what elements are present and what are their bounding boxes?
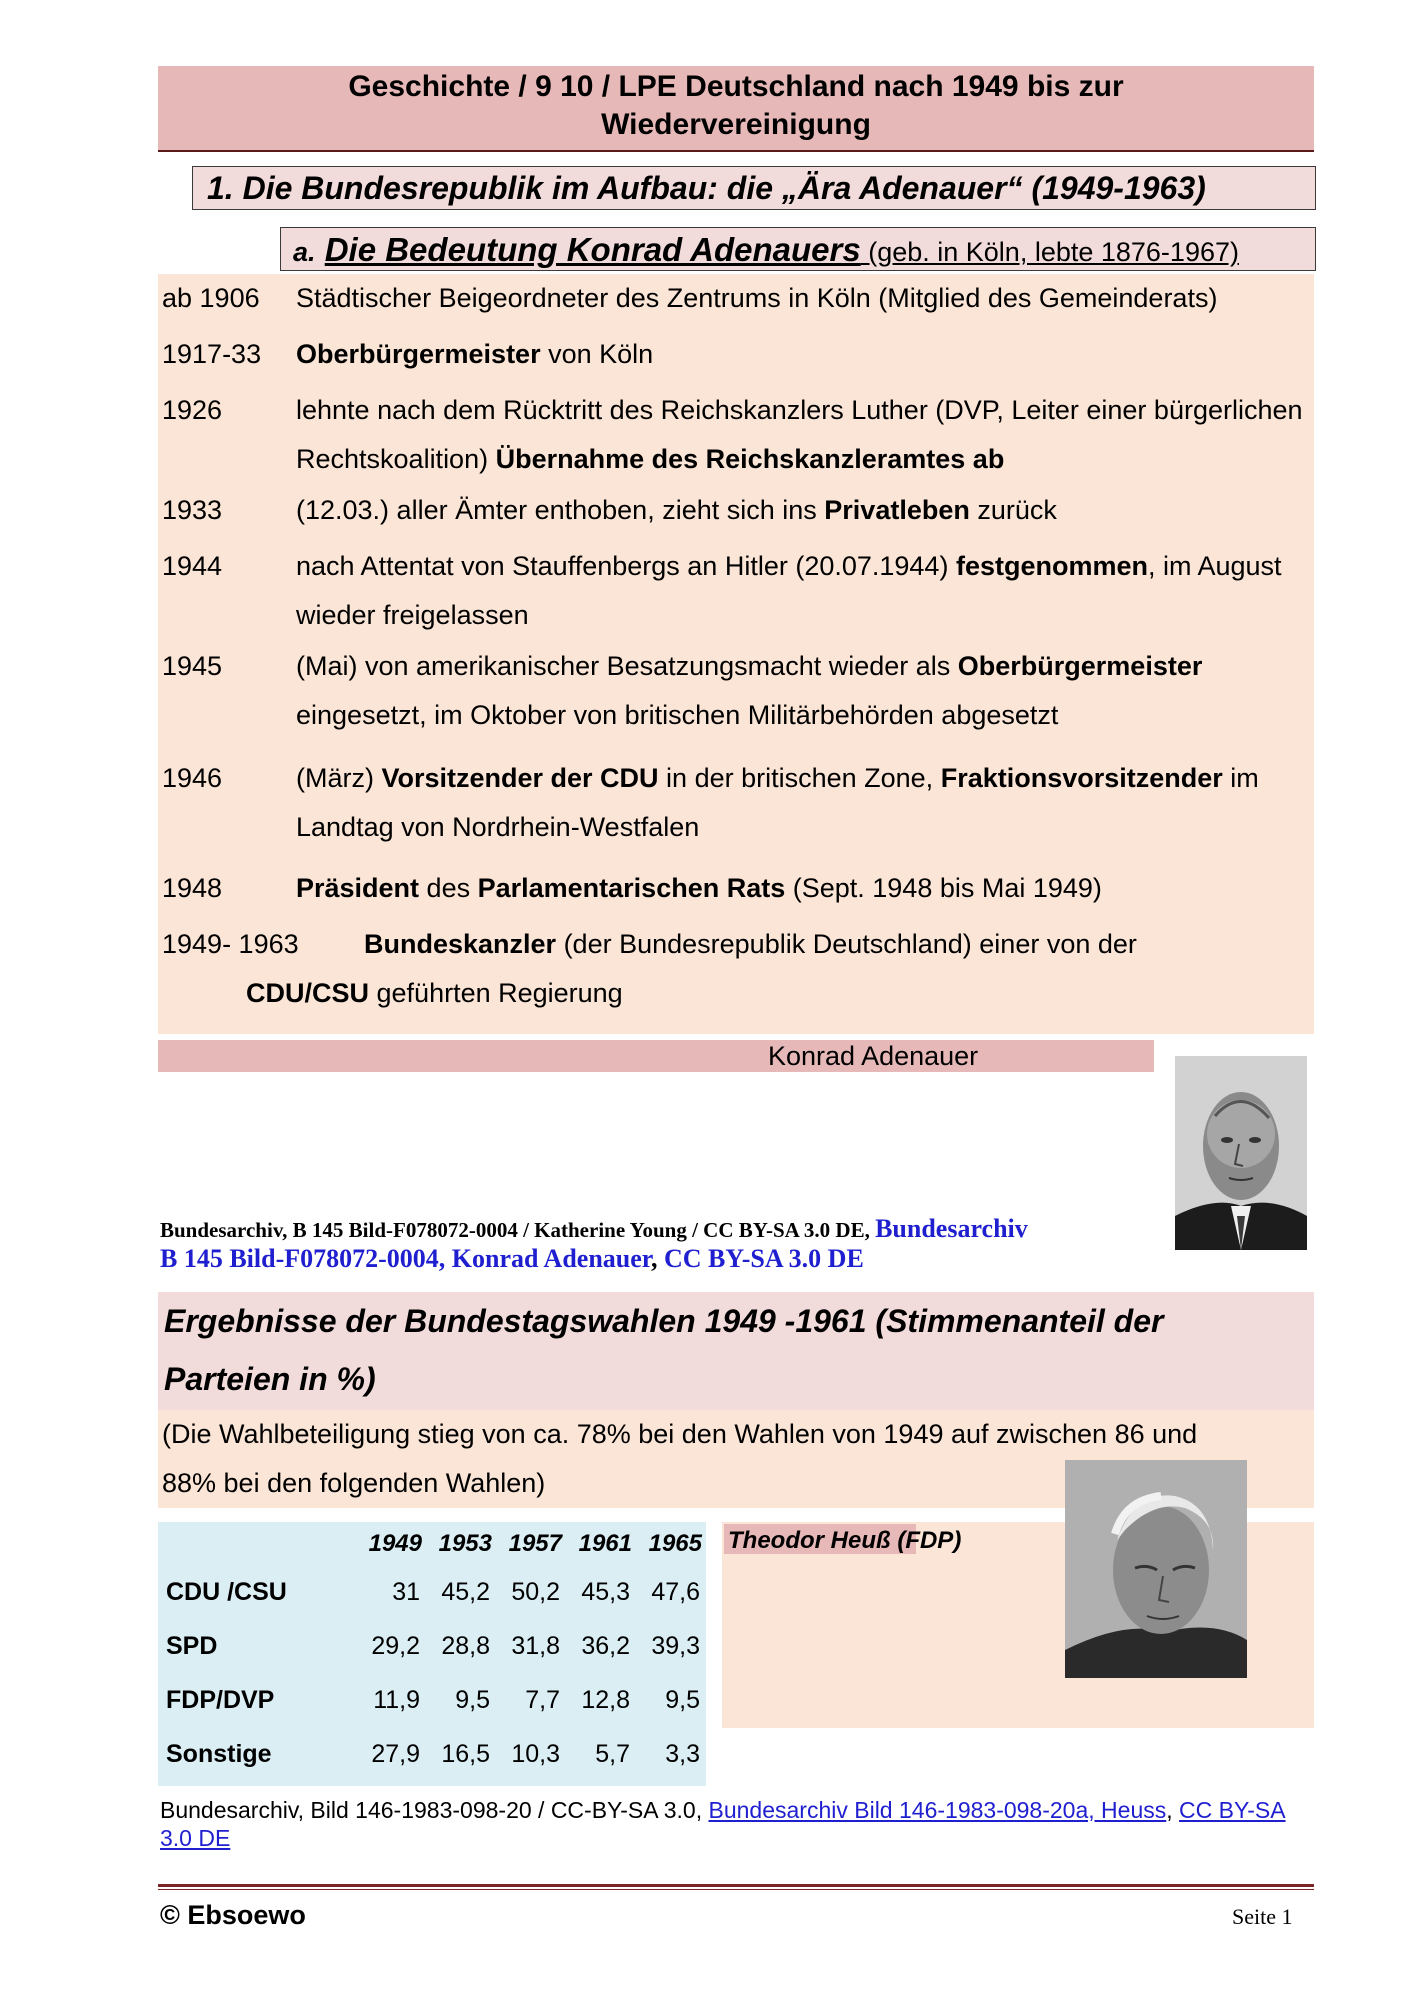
- table-cell: 11,9: [373, 1686, 420, 1714]
- timeline-emphasis: Oberbürgermeister: [296, 339, 541, 369]
- table-year-header: 1949: [368, 1530, 422, 1557]
- table-year-header: 1961: [578, 1530, 632, 1557]
- table-cell: 10,3: [511, 1740, 560, 1768]
- heuss-credit-link-license[interactable]: CC BY-SA 3.0 DE: [160, 1797, 1286, 1851]
- timeline-text: [296, 754, 1306, 852]
- timeline-emphasis: Oberbürgermeister: [957, 651, 1203, 681]
- timeline-emphasis: festgenommen: [955, 551, 1148, 581]
- timeline-text: [246, 969, 623, 1018]
- turnout-note-line-1: (Die Wahlbeteiligung stieg von ca. 78% bei den Wahlen von 1949 auf zwischen 86 und: [162, 1419, 1198, 1449]
- footer-divider: [158, 1884, 1314, 1887]
- timeline-segment: nach Attentat von Stauffenbergs an Hitler (20.07.1944): [296, 551, 956, 581]
- table-cell: 9,5: [665, 1686, 700, 1714]
- adenauer-caption-bar: [158, 1040, 1154, 1072]
- timeline-segment: des: [419, 873, 478, 903]
- footer-page-number: Seite 1: [1232, 1904, 1293, 1929]
- timeline-emphasis: CDU/CSU: [246, 978, 370, 1008]
- table-year-header: 1965: [648, 1530, 702, 1557]
- timeline-year: 1933: [162, 495, 223, 525]
- election-results-title: [158, 1292, 1314, 1410]
- table-cell: 28,8: [441, 1632, 490, 1660]
- adenauer-photo: [1175, 1056, 1307, 1250]
- adenauer-credit-separator: ,: [650, 1244, 664, 1273]
- heuss-credit-link-image[interactable]: Bundesarchiv Bild 146-1983-098-20a, Heuss: [708, 1797, 1167, 1823]
- turnout-note-line-2: 88% bei den folgenden Wahlen): [162, 1468, 546, 1498]
- timeline-text: [296, 864, 1306, 913]
- heuss-party: (FDP): [890, 1527, 962, 1554]
- timeline-year: 1944: [162, 551, 223, 581]
- heuss-credit-text: Bundesarchiv, Bild 146-1983-098-20 / CC-BY-SA 3.0,: [160, 1797, 709, 1823]
- heuss-label: [728, 1527, 961, 1555]
- timeline-year: ab 1906: [162, 283, 260, 313]
- timeline-segment: in der britischen Zone,: [658, 763, 941, 793]
- header-line-1: Geschichte / 9 10 / LPE Deutschland nach 1949 bis zur: [348, 70, 1124, 103]
- table-cell: 31,8: [511, 1632, 560, 1660]
- election-results-title-line-2: Parteien in %): [164, 1361, 376, 1397]
- timeline-year: 1946: [162, 763, 223, 793]
- table-cell: 29,2: [371, 1632, 420, 1660]
- heuss-credit-separator: ,: [1166, 1797, 1180, 1823]
- timeline-text: [296, 642, 1306, 740]
- heuss-photo: [1065, 1460, 1247, 1678]
- section-1a-title: Die Bedeutung Konrad Adenauers: [324, 231, 861, 268]
- table-party-label: FDP/DVP: [166, 1686, 275, 1714]
- table-cell: 45,3: [581, 1578, 630, 1606]
- table-party-label: SPD: [166, 1632, 218, 1660]
- table-cell: 45,2: [441, 1578, 490, 1606]
- timeline-segment: , im August wieder freigelassen: [296, 551, 1282, 630]
- timeline-emphasis: Privatleben: [824, 495, 970, 525]
- timeline-year: 1948: [162, 873, 223, 903]
- timeline-year: 1949- 1963: [162, 929, 299, 959]
- table-cell: 31: [392, 1578, 420, 1606]
- adenauer-credit-link-image[interactable]: B 145 Bild-F078072-0004, Konrad Adenauer: [160, 1244, 651, 1273]
- table-party-label: CDU /CSU: [166, 1578, 287, 1606]
- timeline-text: [296, 486, 1306, 535]
- adenauer-credit-text: Bundesarchiv, B 145 Bild-F078072-0004 / Katherine Young / CC BY-SA 3.0 DE,: [160, 1218, 876, 1242]
- timeline-year: 1917-33: [162, 339, 262, 369]
- timeline-text: [296, 542, 1306, 640]
- adenauer-caption: Konrad Adenauer: [768, 1041, 979, 1071]
- table-year-header: 1957: [508, 1530, 562, 1557]
- timeline-segment: lehnte nach dem Rücktritt des Reichskanzlers Luther (DVP, Leiter einer bürgerlichen Rechtskoalition): [296, 395, 1303, 474]
- timeline-text: [296, 330, 1306, 379]
- table-cell: 9,5: [455, 1686, 490, 1714]
- section-1a-letter: a.: [293, 237, 316, 267]
- section-1a-subtitle: (geb. in Köln, lebte 1876-1967): [860, 237, 1239, 267]
- section-1a-heading: [280, 227, 1316, 271]
- timeline-emphasis: Parlamentarischen Rats: [477, 873, 786, 903]
- table-cell: 3,3: [665, 1740, 700, 1768]
- timeline-text: [364, 920, 1137, 969]
- timeline-segment: zurück: [969, 495, 1057, 525]
- footer-divider-thin: [158, 1889, 1314, 1890]
- timeline-segment: (Sept. 1948 bis Mai 1949): [785, 873, 1102, 903]
- table-cell: 50,2: [511, 1578, 560, 1606]
- adenauer-credit-line-2: [160, 1244, 864, 1274]
- header-line-2: Wiedervereinigung: [601, 108, 871, 141]
- timeline-text: [296, 386, 1306, 484]
- heuss-credit: [160, 1796, 1320, 1852]
- timeline-segment: (Mai) von amerikanischer Besatzungsmacht wieder als: [296, 651, 958, 681]
- timeline-segment: (März): [296, 763, 382, 793]
- timeline-text: [296, 274, 1306, 323]
- table-cell: 12,8: [581, 1686, 630, 1714]
- table-cell: 27,9: [371, 1740, 420, 1768]
- table-party-label: Sonstige: [166, 1740, 272, 1768]
- timeline-emphasis: Präsident: [296, 873, 420, 903]
- timeline-emphasis: Bundeskanzler: [364, 929, 557, 959]
- election-results-title-line-1: Ergebnisse der Bundestagswahlen 1949 -1961 (Stimmenanteil der: [164, 1303, 1164, 1339]
- timeline-emphasis: Vorsitzender der CDU: [381, 763, 659, 793]
- timeline-segment: im Landtag von Nordrhein-Westfalen: [296, 763, 1259, 842]
- adenauer-credit-link-license[interactable]: CC BY-SA 3.0 DE: [663, 1244, 864, 1273]
- timeline-segment: (12.03.) aller Ämter enthoben, zieht sich ins: [296, 495, 825, 525]
- adenauer-credit-link-archive[interactable]: Bundesarchiv: [875, 1214, 1028, 1243]
- timeline-emphasis: Übernahme des Reichskanzleramtes ab: [495, 444, 1005, 474]
- table-cell: 7,7: [525, 1686, 560, 1714]
- timeline-row-chancellor: [158, 920, 1314, 1018]
- footer-copyright: © Ebsoewo: [160, 1900, 306, 1930]
- table-cell: 39,3: [651, 1632, 700, 1660]
- timeline-year: 1945: [162, 651, 223, 681]
- heuss-name: Theodor Heuß: [728, 1527, 891, 1554]
- table-year-header: 1953: [438, 1530, 492, 1557]
- table-cell: 47,6: [651, 1578, 700, 1606]
- timeline-segment: von Köln: [540, 339, 654, 369]
- timeline-segment: (der Bundesrepublik Deutschland) einer von der: [556, 929, 1137, 959]
- table-cell: 16,5: [441, 1740, 490, 1768]
- page-header: [158, 66, 1314, 152]
- timeline-segment: eingesetzt, im Oktober von britischen Militärbehörden abgesetzt: [296, 700, 1059, 730]
- adenauer-timeline: [158, 274, 1314, 1034]
- timeline-segment: Städtischer Beigeordneter des Zentrums in Köln (Mitglied des Gemeinderats): [296, 283, 1218, 313]
- timeline-emphasis: Fraktionsvorsitzender: [940, 763, 1223, 793]
- timeline-year: 1926: [162, 395, 223, 425]
- table-cell: 5,7: [595, 1740, 630, 1768]
- table-cell: 36,2: [581, 1632, 630, 1660]
- timeline-segment: geführten Regierung: [369, 978, 623, 1008]
- section-1-heading: 1. Die Bundesrepublik im Aufbau: die „Ära Adenauer“ (1949-1963): [192, 166, 1316, 210]
- adenauer-credit-line-1: [160, 1214, 1028, 1244]
